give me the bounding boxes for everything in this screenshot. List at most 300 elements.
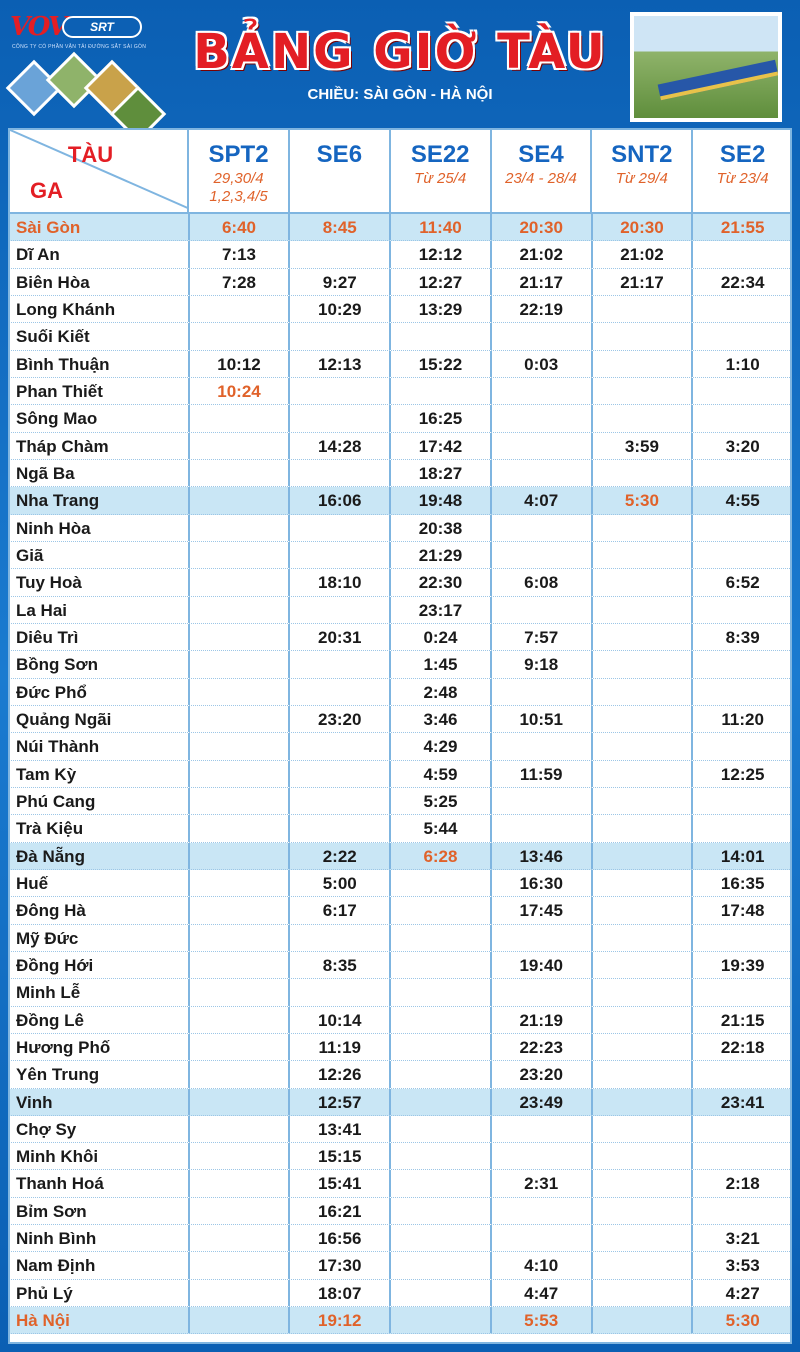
time-cell: 7:28 — [190, 269, 291, 295]
time-cell — [190, 1007, 291, 1033]
time-cell — [693, 405, 792, 431]
time-cell: 20:31 — [290, 624, 391, 650]
time-cell: 10:24 — [190, 378, 291, 404]
logo-subtitle: CÔNG TY CỔ PHẦN VẬN TẢI ĐƯỜNG SẮT SÀI GÒN — [12, 44, 147, 50]
time-cell: 4:55 — [725, 491, 760, 511]
time-cell — [593, 323, 694, 349]
time-cell: 22:18 — [720, 1037, 765, 1057]
time-cell — [391, 979, 492, 1005]
station-name: Suối Kiết — [8, 323, 190, 349]
time-cell: 16:06 — [290, 487, 391, 513]
time-cell — [190, 323, 291, 349]
time-cell: 6:08 — [492, 569, 593, 595]
time-cell — [190, 979, 291, 1005]
table-row — [8, 214, 792, 241]
station-name: Diêu Trì — [8, 624, 190, 650]
logo-vov: VOV — [10, 12, 67, 42]
time-cell — [492, 815, 593, 841]
time-cell: 4:47 — [492, 1280, 593, 1306]
train-name: SNT2 — [611, 141, 673, 168]
logo-srt: SRT — [62, 16, 142, 38]
time-cell — [190, 569, 291, 595]
station-name: Minh Lễ — [8, 979, 190, 1005]
table-row — [8, 378, 792, 405]
table-row — [8, 1089, 792, 1116]
time-cell: 8:45 — [290, 214, 391, 240]
time-cell — [190, 1061, 291, 1087]
time-cell — [391, 378, 492, 404]
time-cell — [593, 1280, 694, 1306]
station-name: Đông Hà — [8, 897, 190, 923]
train-column-header — [693, 128, 792, 214]
time-cell: 1:10 — [725, 354, 760, 374]
time-cell: 16:56 — [290, 1225, 391, 1251]
station-name: Sài Gòn — [8, 214, 190, 240]
time-cell — [391, 1252, 492, 1278]
time-cell: 12:57 — [290, 1089, 391, 1115]
time-cell: 22:34 — [720, 272, 765, 292]
train-column-header — [391, 128, 492, 214]
station-name: Bình Thuận — [8, 351, 190, 377]
time-cell: 15:15 — [290, 1143, 391, 1169]
time-cell: 2:31 — [492, 1170, 593, 1196]
time-cell: 7:57 — [492, 624, 593, 650]
time-cell — [593, 1061, 694, 1087]
table-row — [8, 925, 792, 952]
table-row — [8, 433, 792, 460]
table-row — [8, 269, 792, 296]
time-cell — [492, 788, 593, 814]
time-cell — [593, 897, 694, 923]
time-cell — [593, 706, 694, 732]
station-name: Vinh — [8, 1089, 190, 1115]
train-note: 29,30/4 — [213, 170, 264, 187]
time-cell — [190, 651, 291, 677]
time-cell: 1:45 — [391, 651, 492, 677]
time-cell — [190, 897, 291, 923]
time-cell — [693, 515, 792, 541]
table-row — [8, 1061, 792, 1088]
table-row — [8, 733, 792, 760]
time-cell — [693, 651, 792, 677]
table-row — [8, 1198, 792, 1225]
time-cell: 19:40 — [492, 952, 593, 978]
train-photo — [630, 12, 782, 122]
time-cell — [190, 870, 291, 896]
time-cell: 4:10 — [492, 1252, 593, 1278]
time-cell — [593, 1143, 694, 1169]
time-cell — [290, 733, 391, 759]
time-cell — [492, 1225, 593, 1251]
train-note: 1,2,3,4/5 — [209, 188, 268, 205]
time-cell — [593, 679, 694, 705]
station-name: Trà Kiệu — [8, 815, 190, 841]
station-name: Ninh Bình — [8, 1225, 190, 1251]
time-cell: 0:24 — [391, 624, 492, 650]
time-cell — [593, 569, 694, 595]
time-cell — [492, 433, 593, 459]
time-cell — [290, 788, 391, 814]
time-cell — [190, 1252, 291, 1278]
station-name: Long Khánh — [8, 296, 190, 322]
time-cell: 10:29 — [290, 296, 391, 322]
time-cell — [290, 679, 391, 705]
time-cell — [693, 925, 792, 951]
station-name: Chợ Sy — [8, 1116, 190, 1142]
train-name: SE6 — [316, 141, 363, 168]
time-cell — [492, 460, 593, 486]
time-cell — [492, 1143, 593, 1169]
time-cell — [190, 515, 291, 541]
table-row — [8, 487, 792, 514]
time-cell: 21:02 — [492, 241, 593, 267]
station-name: Đồng Lê — [8, 1007, 190, 1033]
station-name: Biên Hòa — [8, 269, 190, 295]
table-row — [8, 897, 792, 924]
time-cell — [391, 1034, 492, 1060]
time-cell: 19:48 — [391, 487, 492, 513]
time-cell: 8:39 — [725, 627, 760, 647]
station-name: Minh Khôi — [8, 1143, 190, 1169]
train-note: Từ 23/4 — [716, 170, 769, 187]
time-cell — [290, 323, 391, 349]
time-cell — [190, 1198, 291, 1224]
corner-cell — [8, 128, 189, 214]
time-cell — [391, 870, 492, 896]
time-cell — [190, 433, 291, 459]
time-cell — [290, 378, 391, 404]
time-cell — [593, 624, 694, 650]
table-row — [8, 1280, 792, 1307]
station-name: Đức Phổ — [8, 679, 190, 705]
time-cell: 21:19 — [492, 1007, 593, 1033]
time-cell: 21:02 — [593, 241, 694, 267]
time-cell — [693, 323, 792, 349]
time-cell — [190, 788, 291, 814]
table-row — [8, 952, 792, 979]
time-cell: 9:27 — [290, 269, 391, 295]
time-cell — [492, 515, 593, 541]
time-cell — [492, 1116, 593, 1142]
train-icon — [658, 60, 779, 101]
time-cell — [190, 1034, 291, 1060]
time-cell — [190, 624, 291, 650]
time-cell — [593, 815, 694, 841]
time-cell — [190, 952, 291, 978]
time-cell — [190, 761, 291, 787]
time-cell — [593, 1170, 694, 1196]
station-name: Quảng Ngãi — [8, 706, 190, 732]
time-cell — [492, 679, 593, 705]
time-cell — [593, 979, 694, 1005]
time-cell — [593, 1116, 694, 1142]
time-cell: 6:17 — [290, 897, 391, 923]
time-cell — [492, 378, 593, 404]
time-cell: 22:23 — [492, 1034, 593, 1060]
time-cell — [190, 815, 291, 841]
time-cell: 21:29 — [391, 542, 492, 568]
time-cell: 15:22 — [391, 351, 492, 377]
time-cell — [593, 733, 694, 759]
time-cell — [190, 733, 291, 759]
station-name: Nam Định — [8, 1252, 190, 1278]
time-cell — [391, 1280, 492, 1306]
time-cell — [190, 679, 291, 705]
time-cell — [593, 1034, 694, 1060]
time-cell: 18:10 — [290, 569, 391, 595]
time-cell: 12:27 — [391, 269, 492, 295]
time-cell — [693, 979, 792, 1005]
time-cell: 20:30 — [593, 214, 694, 240]
time-cell — [391, 1225, 492, 1251]
time-cell — [593, 1089, 694, 1115]
time-cell — [190, 1225, 291, 1251]
time-cell: 5:53 — [492, 1307, 593, 1333]
time-cell — [391, 1170, 492, 1196]
time-cell — [593, 925, 694, 951]
time-cell: 16:21 — [290, 1198, 391, 1224]
time-cell — [190, 1170, 291, 1196]
time-cell — [391, 1143, 492, 1169]
time-cell: 5:30 — [725, 1311, 760, 1331]
time-cell — [190, 1143, 291, 1169]
time-cell: 17:42 — [391, 433, 492, 459]
timetable — [8, 128, 792, 1344]
time-cell — [593, 351, 694, 377]
time-cell: 17:30 — [290, 1252, 391, 1278]
station-name: La Hai — [8, 597, 190, 623]
table-row — [8, 1307, 792, 1334]
time-cell: 11:20 — [721, 709, 764, 729]
table-row — [8, 979, 792, 1006]
time-cell: 9:18 — [492, 651, 593, 677]
train-column-header — [290, 128, 391, 214]
time-cell — [290, 761, 391, 787]
time-cell — [190, 925, 291, 951]
table-row — [8, 624, 792, 651]
table-row — [8, 323, 792, 350]
time-cell: 6:52 — [725, 573, 760, 593]
time-cell — [693, 788, 792, 814]
time-cell: 12:12 — [391, 241, 492, 267]
time-cell: 0:03 — [492, 351, 593, 377]
time-cell: 3:20 — [725, 436, 760, 456]
time-cell — [391, 323, 492, 349]
table-row — [8, 515, 792, 542]
train-note: Từ 25/4 — [414, 170, 467, 187]
time-cell — [290, 405, 391, 431]
time-cell — [190, 706, 291, 732]
time-cell — [593, 460, 694, 486]
time-cell: 2:22 — [290, 843, 391, 869]
table-row — [8, 870, 792, 897]
time-cell — [593, 542, 694, 568]
time-cell: 2:48 — [391, 679, 492, 705]
table-row — [8, 1252, 792, 1279]
train-column-header — [592, 128, 693, 214]
time-cell — [190, 1307, 291, 1333]
train-column-header — [492, 128, 593, 214]
time-cell — [593, 296, 694, 322]
page-subtitle: CHIỀU: SÀI GÒN - HÀ NỘI — [307, 86, 493, 103]
time-cell: 5:25 — [391, 788, 492, 814]
station-name: Bồng Sơn — [8, 651, 190, 677]
time-cell — [391, 952, 492, 978]
time-cell — [593, 1252, 694, 1278]
corner-station-label: GA — [30, 178, 63, 203]
time-cell: 11:19 — [290, 1034, 391, 1060]
station-name: Huế — [8, 870, 190, 896]
time-cell — [492, 733, 593, 759]
station-name: Thanh Hoá — [8, 1170, 190, 1196]
time-cell — [290, 651, 391, 677]
time-cell — [190, 843, 291, 869]
time-cell: 23:20 — [290, 706, 391, 732]
time-cell — [593, 1198, 694, 1224]
table-row — [8, 815, 792, 842]
time-cell — [593, 405, 694, 431]
time-cell — [593, 788, 694, 814]
station-name: Núi Thành — [8, 733, 190, 759]
time-cell — [693, 1116, 792, 1142]
time-cell — [391, 1307, 492, 1333]
time-cell: 20:30 — [492, 214, 593, 240]
time-cell — [290, 460, 391, 486]
time-cell — [693, 733, 792, 759]
table-row — [8, 1007, 792, 1034]
time-cell: 19:39 — [720, 955, 765, 975]
station-name: Đà Nẵng — [8, 843, 190, 869]
time-cell — [693, 460, 792, 486]
time-cell — [190, 1116, 291, 1142]
time-cell — [492, 597, 593, 623]
station-name: Hương Phố — [8, 1034, 190, 1060]
train-name: SE2 — [719, 141, 766, 168]
time-cell — [290, 597, 391, 623]
station-name: Ninh Hòa — [8, 515, 190, 541]
time-cell: 20:38 — [391, 515, 492, 541]
time-cell — [693, 597, 792, 623]
table-row — [8, 460, 792, 487]
time-cell: 12:13 — [290, 351, 391, 377]
time-cell — [593, 1007, 694, 1033]
time-cell: 3:59 — [593, 433, 694, 459]
time-cell: 14:28 — [290, 433, 391, 459]
table-row — [8, 679, 792, 706]
time-cell: 17:45 — [492, 897, 593, 923]
time-cell: 4:07 — [492, 487, 593, 513]
time-cell — [391, 897, 492, 923]
time-cell — [391, 1061, 492, 1087]
table-row — [8, 296, 792, 323]
time-cell: 23:20 — [492, 1061, 593, 1087]
station-name: Ngã Ba — [8, 460, 190, 486]
time-cell: 21:17 — [593, 269, 694, 295]
table-row — [8, 1225, 792, 1252]
time-cell: 17:48 — [720, 901, 765, 921]
table-row — [8, 241, 792, 268]
time-cell — [190, 405, 291, 431]
table-row — [8, 843, 792, 870]
time-cell: 3:21 — [725, 1229, 760, 1249]
table-row — [8, 1034, 792, 1061]
time-cell: 11:40 — [391, 214, 492, 240]
time-cell: 3:53 — [725, 1256, 760, 1276]
time-cell: 13:41 — [290, 1116, 391, 1142]
time-cell — [693, 296, 792, 322]
time-cell: 5:44 — [391, 815, 492, 841]
time-cell: 21:17 — [492, 269, 593, 295]
table-body — [8, 214, 792, 1334]
time-cell: 5:00 — [290, 870, 391, 896]
time-cell — [593, 597, 694, 623]
time-cell: 14:01 — [720, 846, 765, 866]
time-cell: 18:27 — [391, 460, 492, 486]
time-cell: 16:25 — [391, 405, 492, 431]
time-cell: 4:59 — [391, 761, 492, 787]
time-cell — [693, 679, 792, 705]
train-name: SE22 — [410, 141, 470, 168]
time-cell — [190, 460, 291, 486]
time-cell — [593, 378, 694, 404]
station-name: Yên Trung — [8, 1061, 190, 1087]
time-cell: 8:35 — [290, 952, 391, 978]
time-cell — [190, 1089, 291, 1115]
table-row — [8, 788, 792, 815]
time-cell — [693, 1198, 792, 1224]
time-cell: 4:29 — [391, 733, 492, 759]
table-row — [8, 706, 792, 733]
time-cell — [290, 542, 391, 568]
time-cell: 18:07 — [290, 1280, 391, 1306]
time-cell: 15:41 — [290, 1170, 391, 1196]
station-name: Phan Thiết — [8, 378, 190, 404]
station-name: Tam Kỳ — [8, 761, 190, 787]
station-name: Mỹ Đức — [8, 925, 190, 951]
time-cell: 2:18 — [725, 1174, 760, 1194]
page-title: BẢNG GIỜ TÀU — [193, 24, 607, 80]
time-cell — [492, 542, 593, 568]
time-cell: 22:30 — [391, 569, 492, 595]
station-name: Phú Cang — [8, 788, 190, 814]
train-name: SPT2 — [208, 141, 269, 168]
time-cell: 11:59 — [492, 761, 593, 787]
station-name: Bỉm Sơn — [8, 1198, 190, 1224]
table-header — [8, 128, 792, 214]
time-cell: 5:30 — [593, 487, 694, 513]
time-cell: 12:25 — [720, 764, 765, 784]
time-cell — [492, 979, 593, 1005]
time-cell — [593, 651, 694, 677]
table-row — [8, 1116, 792, 1143]
time-cell: 23:41 — [720, 1092, 765, 1112]
time-cell — [492, 405, 593, 431]
table-row — [8, 597, 792, 624]
table-row — [8, 651, 792, 678]
time-cell: 23:49 — [492, 1089, 593, 1115]
time-cell — [593, 952, 694, 978]
time-cell — [492, 323, 593, 349]
train-note: 23/4 - 28/4 — [505, 170, 577, 187]
time-cell — [593, 843, 694, 869]
table-row — [8, 1170, 792, 1197]
time-cell — [190, 487, 291, 513]
time-cell — [190, 597, 291, 623]
time-cell — [693, 815, 792, 841]
time-cell — [391, 1198, 492, 1224]
time-cell: 13:29 — [391, 296, 492, 322]
time-cell — [391, 1116, 492, 1142]
